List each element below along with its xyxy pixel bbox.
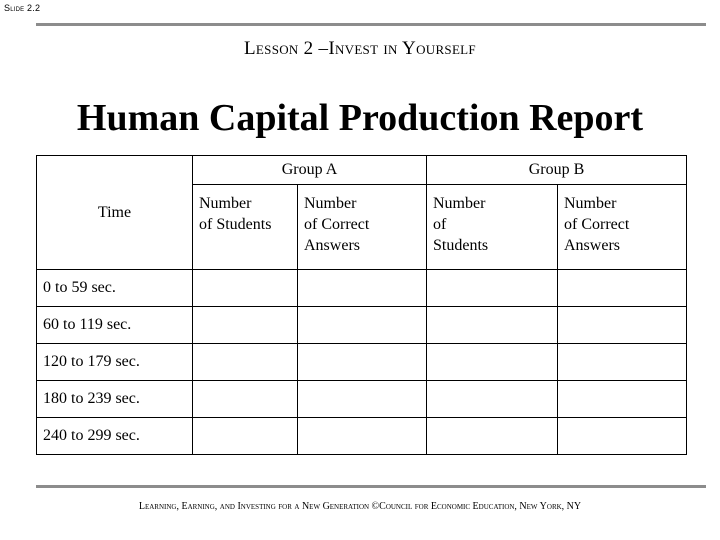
report-title: Human Capital Production Report	[76, 97, 644, 139]
bottom-divider	[36, 485, 706, 488]
row-label: 240 to 299 sec.	[37, 418, 193, 455]
group-b-answers-cell[interactable]	[558, 270, 687, 307]
group-b-header: Group B	[427, 156, 687, 185]
group-a-answers-cell[interactable]	[298, 344, 427, 381]
production-report-table	[36, 155, 687, 455]
group-b-answers-cell[interactable]	[558, 307, 687, 344]
top-divider	[36, 23, 706, 26]
time-header: Time	[37, 156, 193, 270]
group-a-answers-cell[interactable]	[298, 270, 427, 307]
slide-number: Slide 2.2	[4, 3, 41, 13]
table-row	[37, 307, 687, 344]
group-b-students-cell[interactable]	[427, 307, 558, 344]
group-a-answers-header: Number of Correct Answers	[298, 185, 427, 270]
group-a-students-cell[interactable]	[193, 270, 298, 307]
group-b-answers-header: Number of Correct Answers	[558, 185, 687, 270]
row-label: 120 to 179 sec.	[37, 344, 193, 381]
group-a-answers-cell[interactable]	[298, 418, 427, 455]
group-b-answers-cell[interactable]	[558, 344, 687, 381]
group-b-students-header: Number of Students	[427, 185, 558, 270]
lesson-title: Lesson 2 –Invest in Yourself	[244, 38, 476, 59]
group-b-answers-cell[interactable]	[558, 381, 687, 418]
group-b-students-cell[interactable]	[427, 418, 558, 455]
group-b-students-cell[interactable]	[427, 344, 558, 381]
table-row	[37, 418, 687, 455]
group-a-students-cell[interactable]	[193, 344, 298, 381]
table-row	[37, 344, 687, 381]
row-label: 0 to 59 sec.	[37, 270, 193, 307]
row-label: 180 to 239 sec.	[37, 381, 193, 418]
group-b-answers-cell[interactable]	[558, 418, 687, 455]
group-a-students-header: Number of Students	[193, 185, 298, 270]
group-a-answers-cell[interactable]	[298, 307, 427, 344]
group-a-students-cell[interactable]	[193, 418, 298, 455]
group-a-students-cell[interactable]	[193, 381, 298, 418]
group-a-students-cell[interactable]	[193, 307, 298, 344]
row-label: 60 to 119 sec.	[37, 307, 193, 344]
table-row	[37, 270, 687, 307]
group-a-answers-cell[interactable]	[298, 381, 427, 418]
group-a-header: Group A	[193, 156, 427, 185]
group-b-students-cell[interactable]	[427, 381, 558, 418]
footer-credit: Learning, Earning, and Investing for a New Generation ©Council for Economic Education, New York, NY	[138, 501, 582, 512]
group-b-students-cell[interactable]	[427, 270, 558, 307]
table-row	[37, 381, 687, 418]
